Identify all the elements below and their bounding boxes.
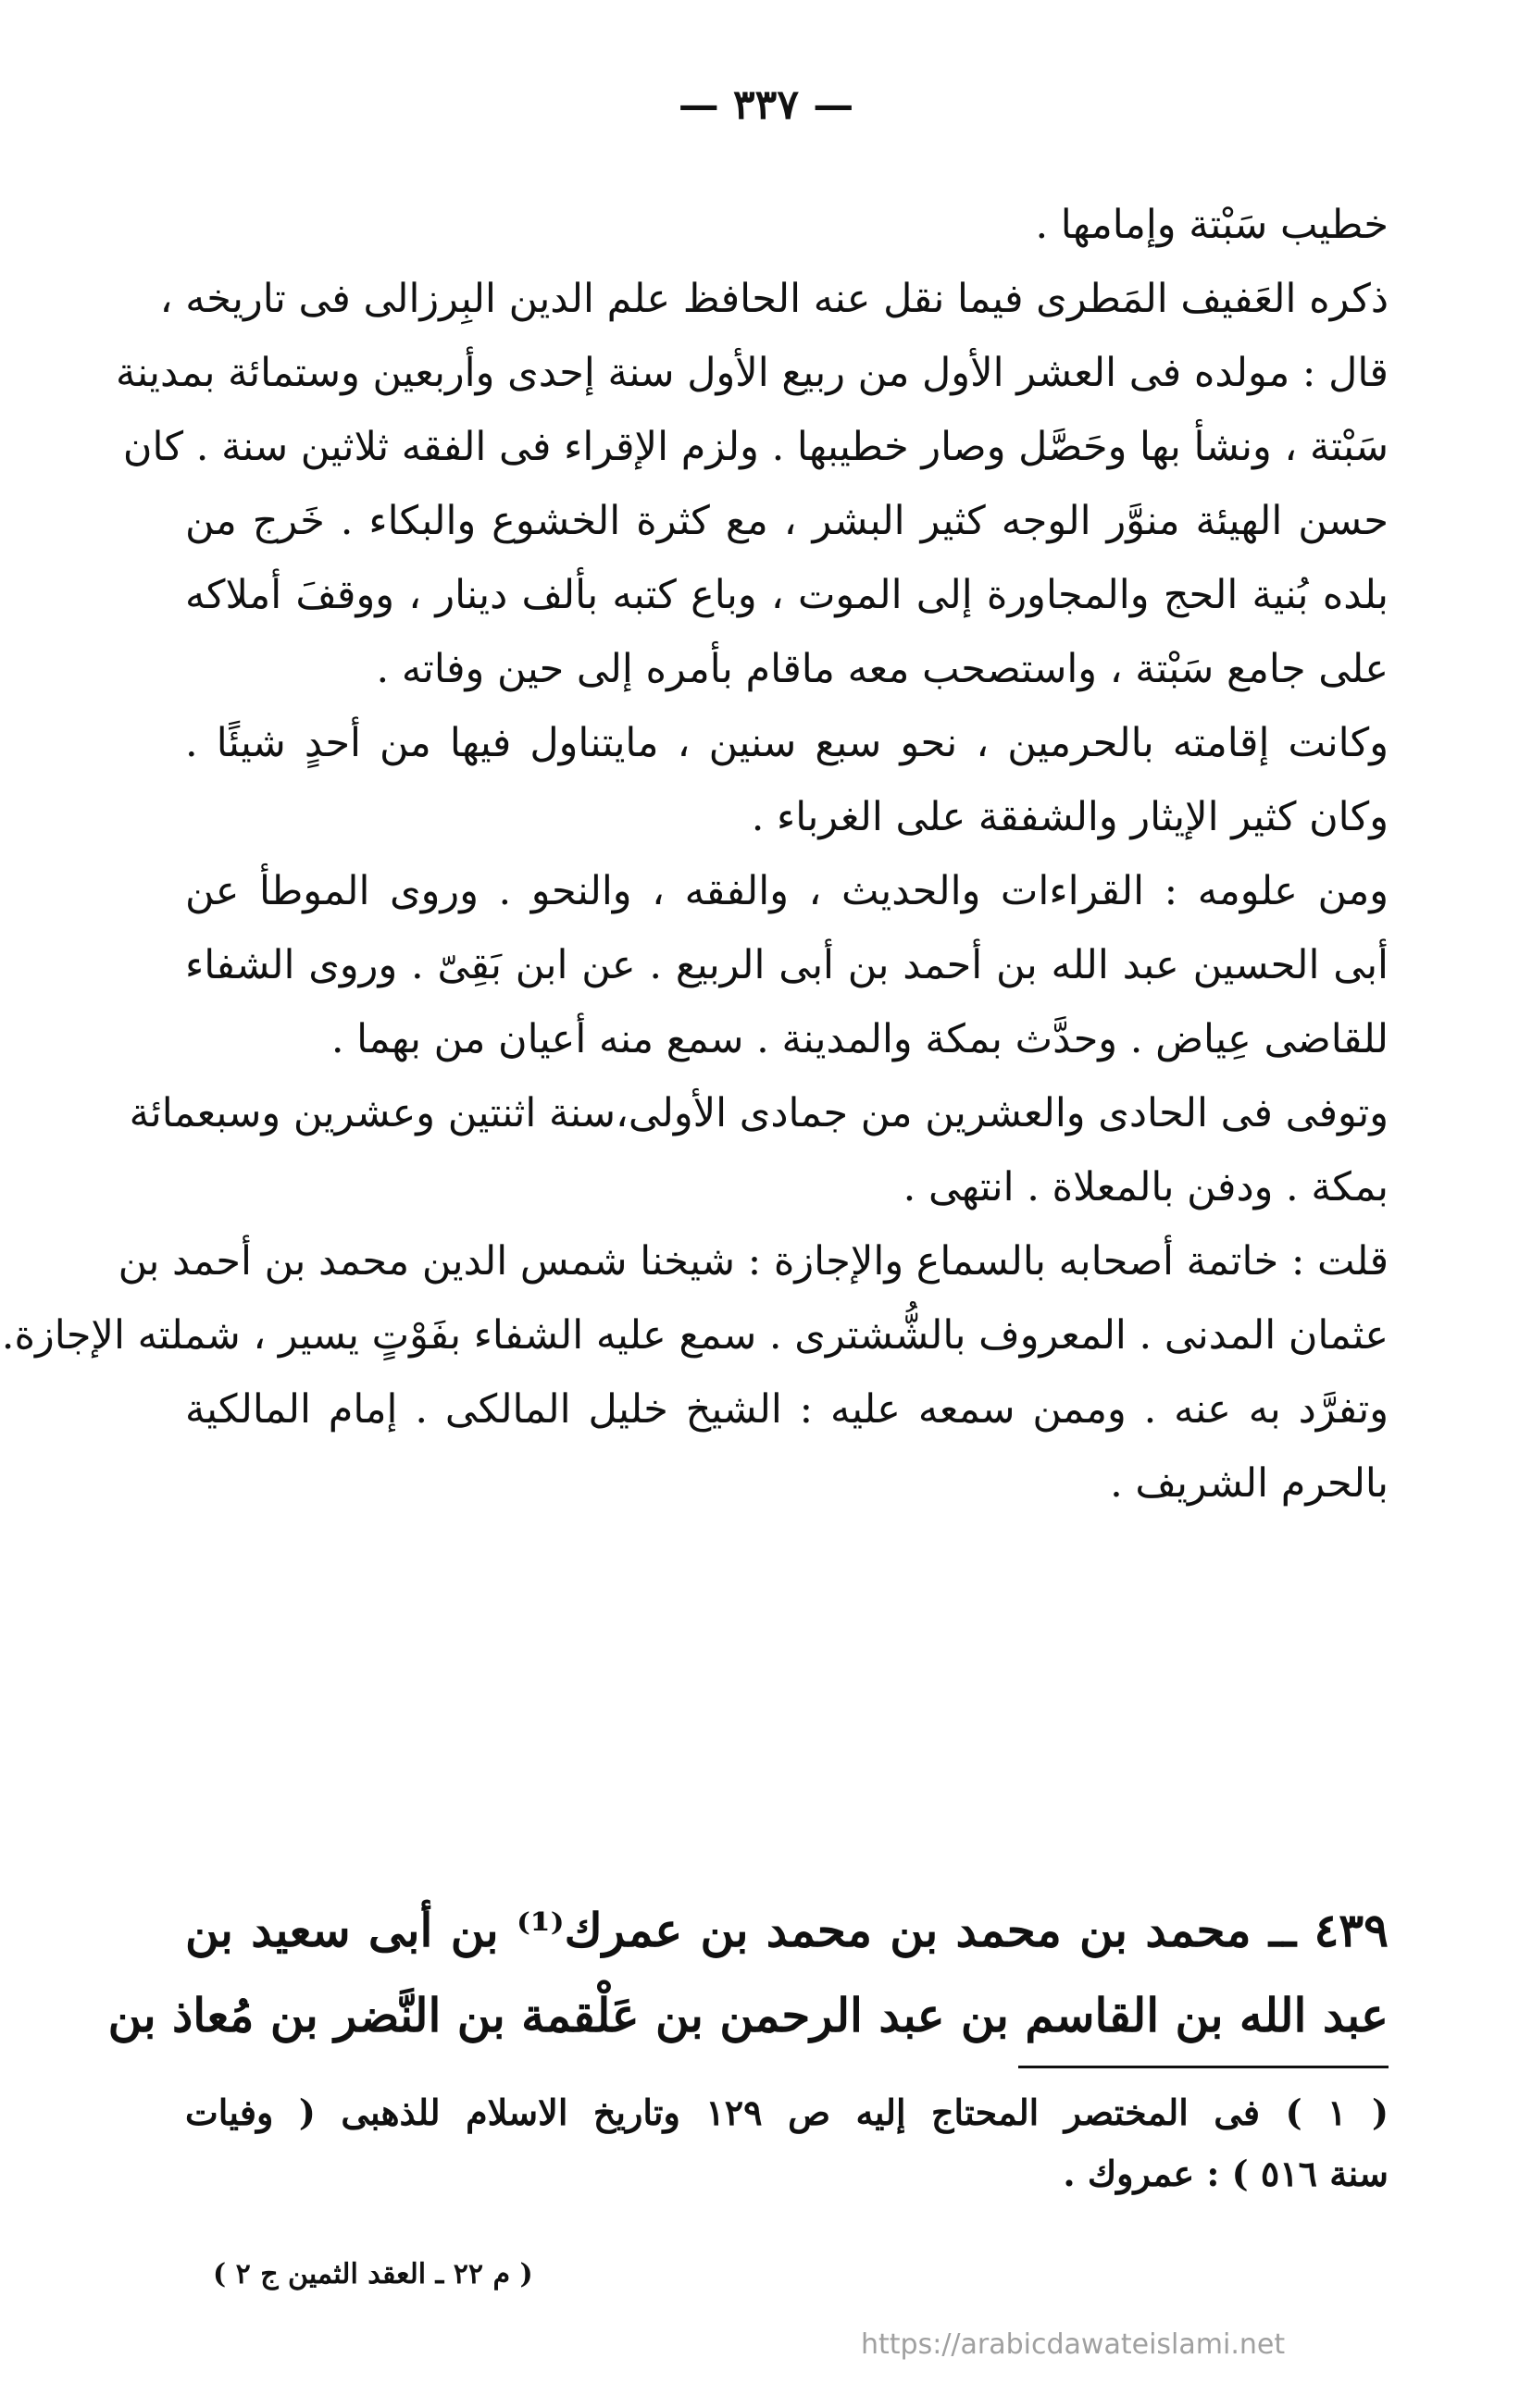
text-line: حسن الهيئة منوَّر الوجه كثير البشر ، مع كثرة الخشوع والبكاء . خَرج من [185,498,1389,544]
text-line: سَبْتة ، ونشأ بها وحَصَّل وصار خطيبها . ولزم الإقراء فى الفقه ثلاثين سنة . كان [122,424,1389,470]
text-line: أبى الحسين عبد الله بن أحمد بن أبى الربيع . عن ابن بَقِىّ . وروى الشفاء [185,942,1389,988]
page-number: — ٣٣٧ — [678,81,854,129]
text-line: وتوفى فى الحادى والعشرين من جمادى الأولى،سنة اثنتين وعشرين وسبعمائة [129,1090,1389,1136]
text-line: قال : مولده فى العشر الأول من ربيع الأول سنة إحدى وأربعين وستمائة بمدينة [116,350,1389,396]
text-line: بمكة . ودفن بالمعلاة . انتهى . [903,1164,1389,1210]
text-line: قلت : خاتمة أصحابه بالسماع والإجازة : شيخنا شمس الدين محمد بن أحمد بن [118,1238,1389,1285]
text-line: وتفرَّد به عنه . وممن سمعه عليه : الشيخ خليل المالكى . إمام المالكية [185,1386,1389,1433]
text-line: بلده بُنية الحج والمجاورة إلى الموت ، وباع كتبه بألف دينار ، ووقفَ أملاكه [185,572,1389,618]
text-line: عثمان المدنى . المعروف بالشُّشترى . سمع عليه الشفاء بفَوْتٍ يسير ، شملته الإجازة. [1,1312,1389,1359]
entry-heading-line: ٤٣٩ ــ محمد بن محمد بن محمد بن عمرك⁽¹⁾ بن أبى سعيد بن [185,1903,1389,1957]
watermark-url: https://arabicdawateislami.net [861,2328,1286,2361]
printer-signature: ( م ٢٢ ـ العقد الثمين ج ٢ ) [213,2258,533,2290]
text-line: ومن علومه : القراءات والحديث ، والفقه ، والنحو . وروى الموطأ عن [185,868,1389,914]
footnote-line: سنة ٥١٦ ) : عمروك . [1063,2153,1389,2194]
text-line: وكان كثير الإيثار والشفقة على الغرباء . [751,794,1389,840]
text-line: بالحرم الشريف . [1110,1460,1389,1507]
text-line: وكانت إقامته بالحرمين ، نحو سبع سنين ، مايتناول فيها من أحدٍ شيئًا . [185,720,1389,766]
text-line: خطيب سَبْتة وإمامها . [1035,202,1389,248]
footnote-divider [1018,2066,1389,2068]
text-line: ذكره العَفيف المَطرى فيما نقل عنه الحافظ علم الدين البِرزالى فى تاريخه ، [159,276,1389,322]
footnote-line: ( ١ ) فى المختصر المحتاج إليه ص ١٢٩ وتاريخ الاسلام للذهبى ( وفيات [185,2091,1389,2133]
text-line: للقاضى عِياض . وحدَّث بمكة والمدينة . سمع منه أعيان من بهما . [330,1016,1389,1062]
text-line: على جامع سَبْتة ، واستصحب معه ماقام بأمره إلى حين وفاته . [376,646,1389,692]
entry-heading-line: عبد الله بن القاسم بن عبد الرحمن بن عَلْقمة بن النَّضر بن مُعاذ بن [107,1988,1389,2042]
